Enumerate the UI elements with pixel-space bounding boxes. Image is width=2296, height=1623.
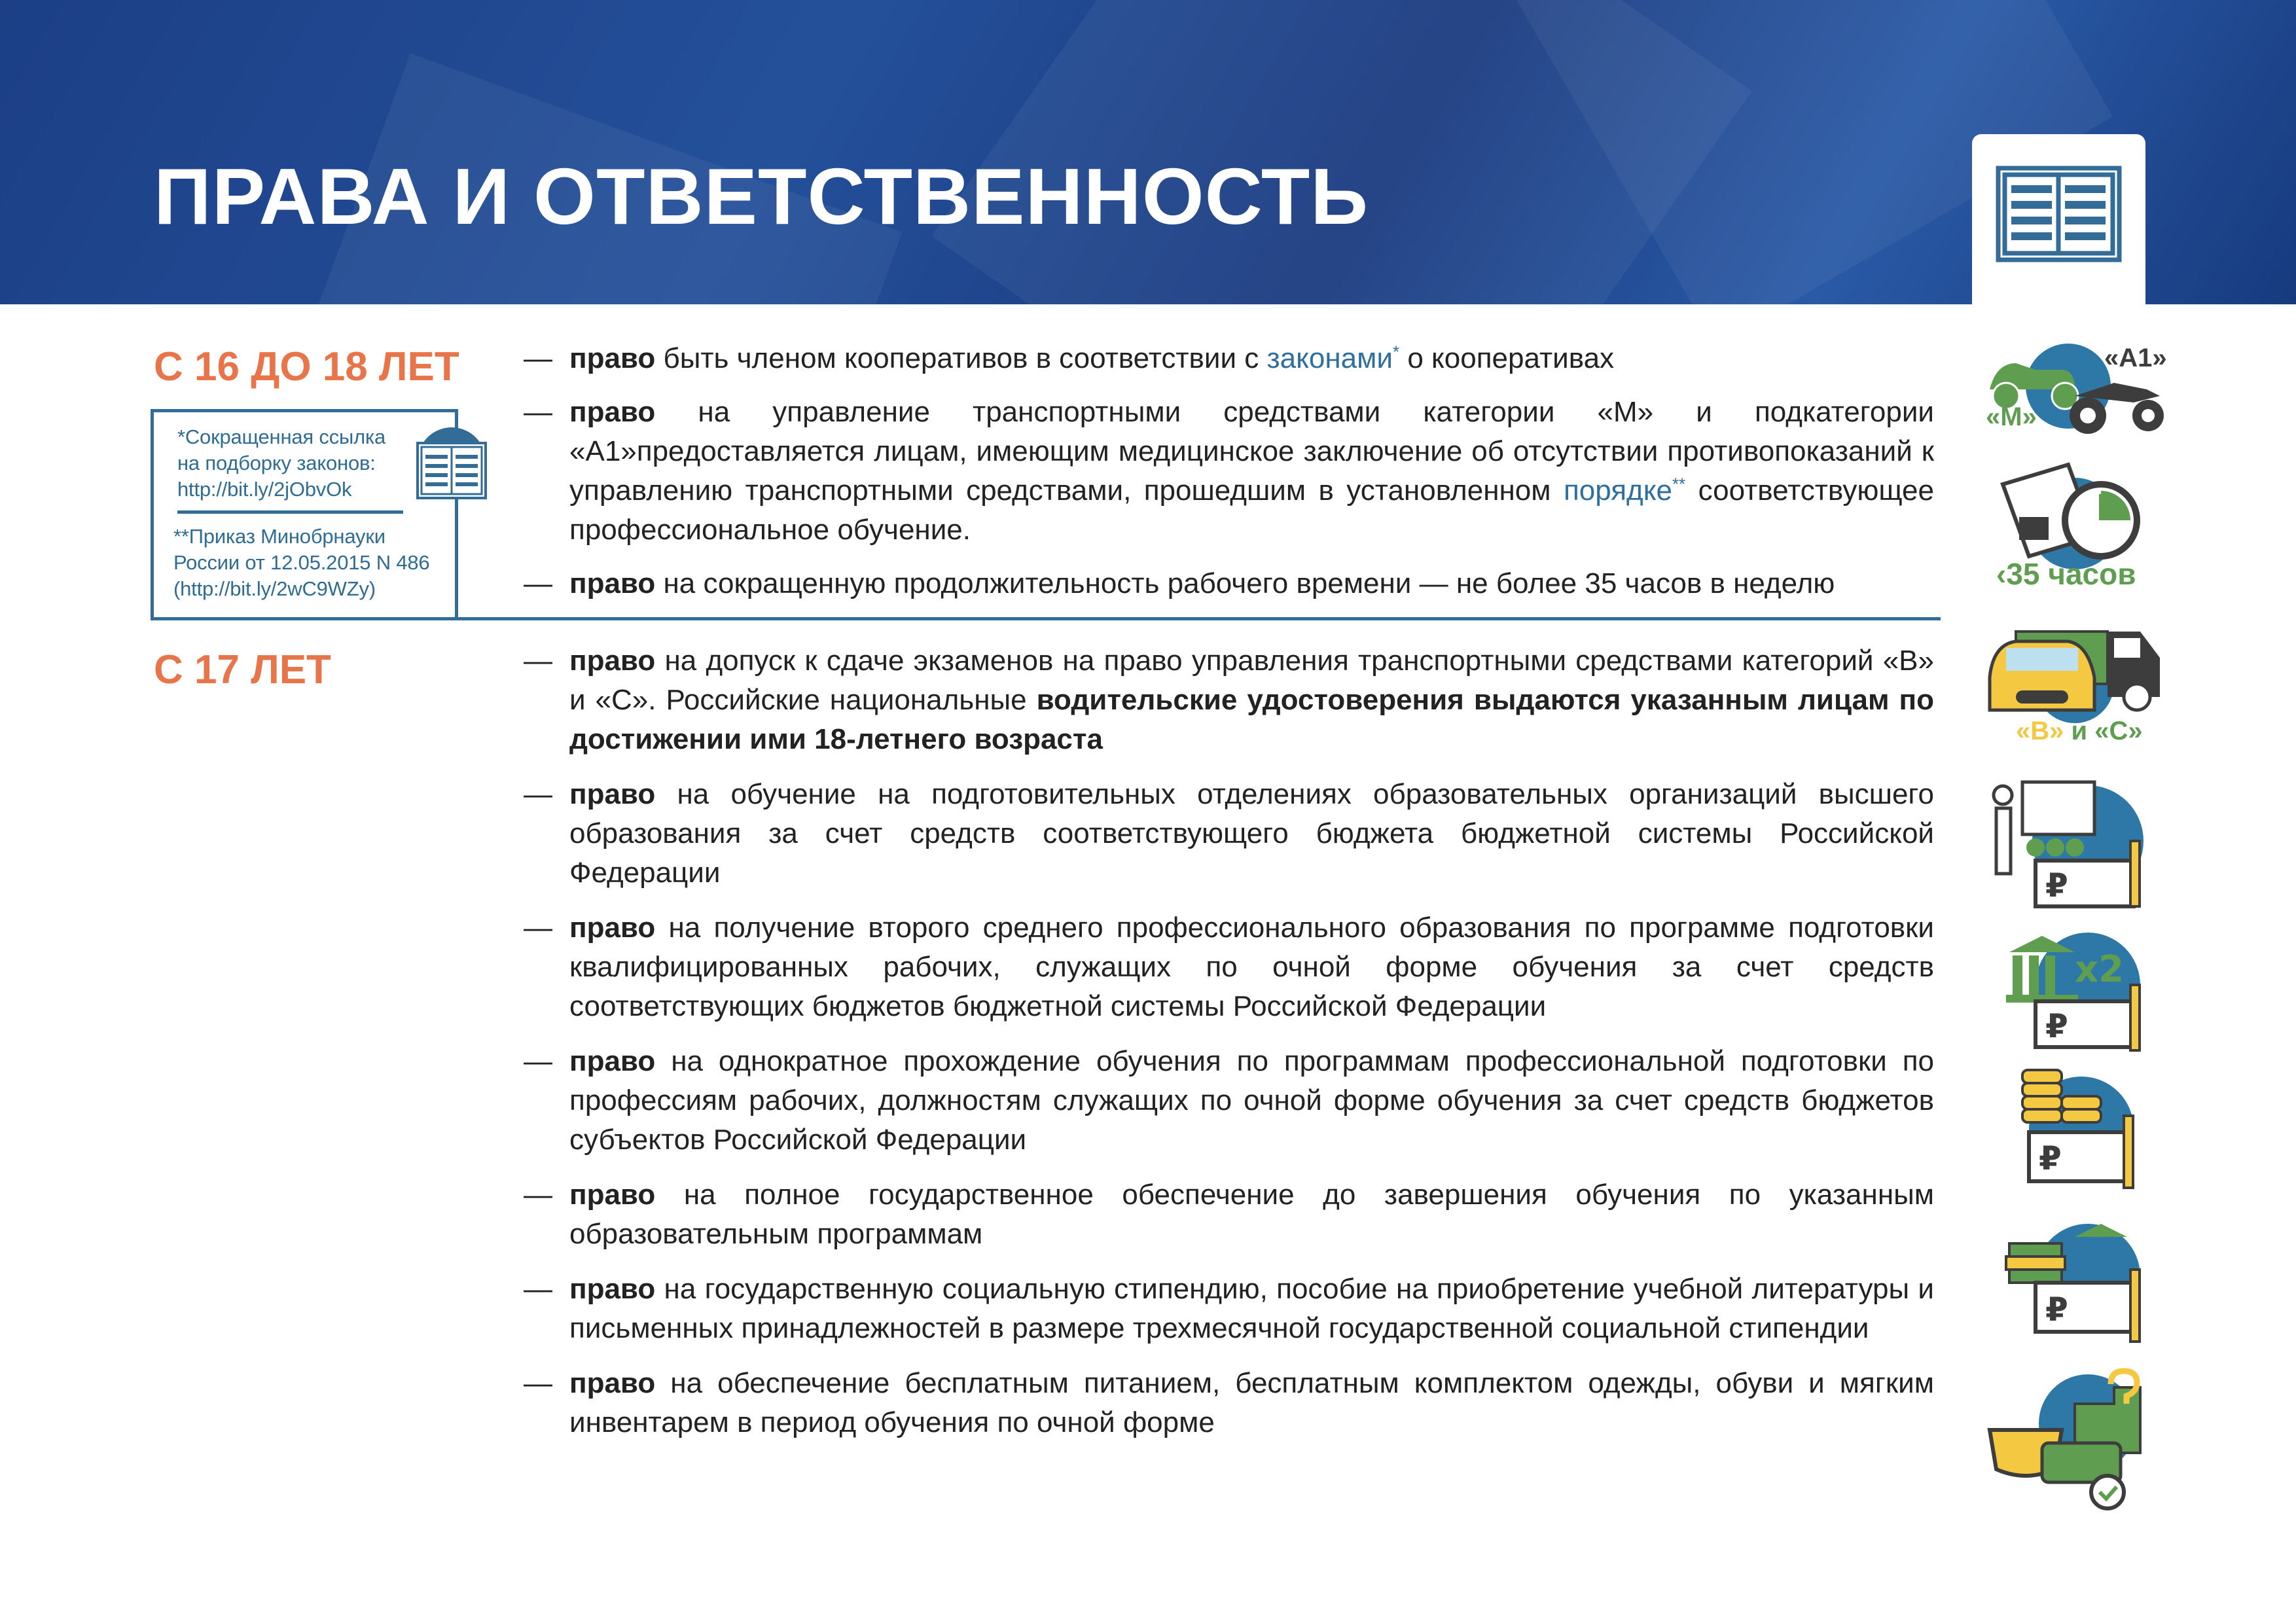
footnote-group-2 [173,524,455,602]
item-keyword: право [569,567,656,599]
item-text: на обучение на подготовительных отделениях образовательных организаций высшего образования за счет средств соответствующего бюджета бюджетной системы Российской Федерации [569,778,1934,889]
book-icon [412,422,491,501]
item-text: на управление транспортными средствами категории «М» и подкатегории «А1»предоставляется лицам, имеющим медицинское заключение об отсутствии противопоказаний к управлению транспортными средствами, прошедшим в установленном [569,396,1934,507]
categories-b-c-label [2016,717,2143,746]
ruble-sign: ₽ [2045,1291,2068,1329]
list-item [524,393,1934,550]
item-text: быть членом кооперативов в соответствии с [655,342,1267,374]
category-a1-label: «А1» [2104,344,2167,372]
hours-label: ‹35 часов [1996,557,2136,591]
footnote-box [151,409,458,617]
item-keyword: право [569,645,656,677]
dash-bullet: — [524,567,552,599]
item-text: на государственную социальную стипендию, пособие на приобретение учебной литературы и письменных принадлежностей в размере трехмесячной государственной социальной стипендии [569,1273,1934,1344]
food-clothing-icon [1977,1364,2173,1515]
item-text: соответствующее профессиональное обучение. [569,474,1934,546]
category-m-label: «М» [1986,402,2037,431]
working-hours-icon [1977,458,2173,596]
item-text: на допуск к сдаче экзаменов на право управления транспортными средствами категорий «В» и «С». Российские национальные [569,645,1934,716]
header-banner [0,0,2296,304]
dash-bullet: — [524,1367,552,1399]
book-icon [1972,134,2145,308]
footnote-divider [177,510,403,514]
item-keyword: право [569,1045,656,1077]
list-item [524,1270,1934,1348]
dash-bullet: — [524,1179,552,1211]
item-text: на однократное прохождение обучения по программам профессиональной подготовки по профессиям рабочих, должностям служащих по очной форме обучения за счет средств бюджетов субъектов Российской Федерации [569,1045,1934,1156]
category-b-label: «В» [2016,717,2064,745]
dash-bullet: — [524,645,552,677]
item-text: на сокращенную продолжительность рабочего времени — не более 35 часов в неделю [655,567,1835,599]
item-keyword: право [569,778,656,810]
age-heading-16-18: С 16 ДО 18 ЛЕТ [154,344,459,389]
footnote-marker: * [1392,342,1400,362]
footnote-link[interactable]: (http://bit.ly/2wC9WZy) [173,577,376,600]
item-text: на полное государственное обеспечение до завершения обучения по указанным образовательным программам [569,1179,1934,1250]
college-x2-icon [1977,926,2173,1057]
list-item [524,1042,1934,1160]
motorcycle-scooter-icon [1977,330,2173,448]
dash-bullet: — [524,912,552,944]
footnote-text: на подборку законов: [177,452,376,474]
coins-budget-icon [1977,1057,2173,1207]
footnote-group-1 [177,424,403,503]
item-keyword: право [569,342,656,374]
footnote-marker: ** [1672,474,1686,494]
car-truck-icon [1977,625,2173,749]
ruble-sign: ₽ [2045,1007,2068,1045]
teacher-budget-icon [1977,769,2173,926]
item-keyword: право [569,396,656,428]
list-item [524,908,1934,1026]
laws-link[interactable]: законами [1266,342,1393,374]
list-item [524,339,1934,378]
dash-bullet: — [524,1045,552,1077]
item-keyword: право [569,1273,656,1305]
item-keyword: право [569,1179,656,1211]
dash-bullet: — [524,396,552,428]
item-keyword: право [569,1367,656,1399]
item-text: о кооперативах [1399,342,1615,374]
item-text: на обеспечение бесплатным питанием, бесплатным комплектом одежды, обуви и мягким инвентарем в период обучения по очной форме [569,1367,1934,1438]
list-item [524,1364,1934,1442]
ruble-sign: ₽ [2045,866,2068,904]
dash-bullet: — [524,1273,552,1305]
age-heading-17: С 17 ЛЕТ [154,647,331,692]
dash-bullet: — [524,778,552,810]
list-item [524,775,1934,893]
footnote-link[interactable]: http://bit.ly/2jObvOk [177,478,352,501]
category-c-label: «С» [2094,717,2143,745]
dash-bullet: — [524,342,552,374]
multiplier-label: x2 [2075,948,2125,991]
header-book-tab [1972,134,2145,308]
item-keyword: право [569,912,656,944]
list-item [524,1175,1934,1254]
rights-list-16-18 [524,339,1934,618]
footnote-text: России от 12.05.2015 N 486 [173,551,430,574]
list-item [524,564,1934,603]
footnote-text: **Приказ Минобрнауки [173,525,386,548]
and-label: и [2064,717,2095,745]
order-link[interactable]: порядке [1563,474,1672,507]
page-title: ПРАВА И ОТВЕТСТВЕННОСТЬ [154,152,1369,241]
item-emphasis: водительские удостоверения выдаются указанным лицам по достижении ими 18-летнего возраста [569,684,1934,755]
rights-list-17 [524,641,1934,1457]
books-budget-icon [1977,1217,2173,1355]
footnote-text: *Сокращенная ссылка [177,425,386,448]
list-item [524,641,1934,759]
ruble-sign: ₽ [2039,1139,2062,1177]
item-text: на получение второго среднего профессионального образования по программе подготовки квалифицированных рабочих, служащих по очной форме обучения за счет средств соответствующих бюджетов бюджетной системы Российской Федерации [569,912,1934,1022]
